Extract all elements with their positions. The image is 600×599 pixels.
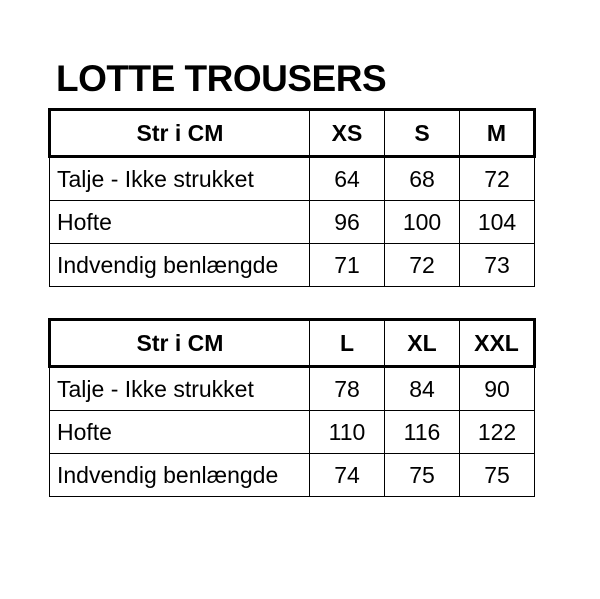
measurement-value: 104: [460, 201, 535, 244]
measurement-value: 68: [385, 157, 460, 201]
header-size-cell: XXL: [460, 320, 535, 367]
table-row: [50, 244, 535, 287]
table-row: [50, 454, 535, 497]
measurement-value: 84: [385, 367, 460, 411]
measurement-value: 78: [310, 367, 385, 411]
measurement-value: 73: [460, 244, 535, 287]
measurement-value: 72: [385, 244, 460, 287]
measurement-value: 100: [385, 201, 460, 244]
page-title: LOTTE TROUSERS: [56, 58, 387, 99]
table-header-row: [50, 110, 535, 157]
measurement-value: 116: [385, 411, 460, 454]
measurement-value: 90: [460, 367, 535, 411]
measurement-label: Indvendig benlængde: [50, 244, 310, 287]
size-table-xs-m: [48, 108, 536, 287]
header-label-cell: Str i CM: [50, 110, 310, 157]
table-row: [50, 367, 535, 411]
measurement-value: 74: [310, 454, 385, 497]
measurement-value: 75: [385, 454, 460, 497]
table-row: [50, 157, 535, 201]
header-size-cell: M: [460, 110, 535, 157]
header-label-cell: Str i CM: [50, 320, 310, 367]
measurement-value: 122: [460, 411, 535, 454]
size-table-l-xxl: [48, 318, 536, 497]
measurement-value: 71: [310, 244, 385, 287]
table-row: [50, 201, 535, 244]
header-size-cell: XL: [385, 320, 460, 367]
header-size-cell: XS: [310, 110, 385, 157]
measurement-label: Talje - Ikke strukket: [50, 157, 310, 201]
measurement-value: 64: [310, 157, 385, 201]
measurement-label: Hofte: [50, 201, 310, 244]
header-size-cell: L: [310, 320, 385, 367]
table-header-row: [50, 320, 535, 367]
table-row: [50, 411, 535, 454]
measurement-value: 72: [460, 157, 535, 201]
measurement-value: 96: [310, 201, 385, 244]
measurement-label: Hofte: [50, 411, 310, 454]
header-size-cell: S: [385, 110, 460, 157]
measurement-value: 110: [310, 411, 385, 454]
measurement-label: Indvendig benlængde: [50, 454, 310, 497]
measurement-label: Talje - Ikke strukket: [50, 367, 310, 411]
measurement-value: 75: [460, 454, 535, 497]
